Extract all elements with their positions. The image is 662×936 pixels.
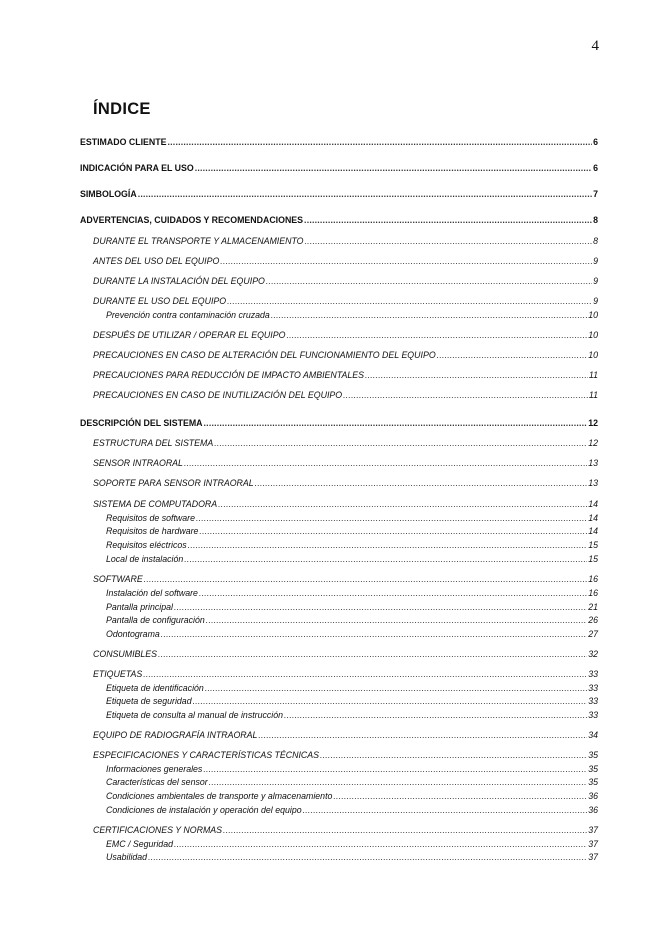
toc-dot-leader	[196, 512, 587, 524]
toc-dot-leader	[343, 389, 588, 401]
toc-entry-page: 10	[588, 330, 598, 340]
toc-entry-title: DURANTE EL TRANSPORTE Y ALMACENAMIENTO	[93, 236, 304, 246]
toc-entry-page: 13	[588, 478, 598, 488]
toc-dot-leader	[174, 838, 587, 850]
toc-entry-title: Pantalla de configuración	[106, 615, 205, 625]
toc-dot-leader	[255, 477, 588, 489]
toc-entry-page: 8	[593, 236, 598, 246]
toc-entry-page: 33	[588, 683, 598, 693]
toc-entry[interactable]	[93, 749, 598, 761]
toc-entry-page: 33	[588, 669, 598, 679]
toc-entry[interactable]	[93, 295, 598, 307]
toc-entry-page: 6	[593, 163, 598, 173]
toc-entry-title: SISTEMA DE COMPUTADORA	[93, 499, 218, 509]
toc-entry-title: Requisitos de hardware	[106, 526, 199, 536]
toc-entry-page: 10	[588, 350, 598, 360]
toc-dot-leader	[193, 695, 588, 707]
toc-entry-title: Odontograma	[106, 629, 160, 639]
toc-entry[interactable]	[93, 729, 598, 741]
toc-dot-leader	[320, 749, 587, 761]
page-number: 4	[591, 38, 599, 54]
toc-dot-leader	[144, 573, 588, 585]
toc-entry[interactable]	[106, 309, 598, 321]
toc-entry-page: 15	[588, 540, 598, 550]
toc-entry-page: 33	[588, 710, 598, 720]
toc-entry-page: 35	[588, 777, 598, 787]
toc-entry-title: PRECAUCIONES EN CASO DE ALTERACIÓN DEL FUNCIONAMIENTO DEL EQUIPO	[93, 350, 436, 360]
toc-dot-leader	[305, 235, 593, 247]
toc-entry-title: CONSUMIBLES	[93, 649, 158, 659]
toc-entry-page: 21	[588, 602, 598, 612]
toc-dot-leader	[218, 498, 587, 510]
toc-entry-title: Requisitos eléctricos	[106, 540, 187, 550]
toc-entry[interactable]	[106, 682, 598, 694]
toc-entry[interactable]	[80, 188, 598, 200]
toc-dot-leader	[258, 729, 587, 741]
toc-entry-title: ANTES DEL USO DEL EQUIPO	[93, 256, 220, 266]
toc-entry[interactable]	[106, 614, 598, 626]
toc-entry-page: 27	[588, 629, 598, 639]
toc-entry[interactable]	[93, 349, 598, 361]
toc-dot-leader	[271, 309, 587, 321]
toc-entry[interactable]	[106, 763, 598, 775]
toc-entry-page: 34	[588, 730, 598, 740]
toc-entry-title: SOPORTE PARA SENSOR INTRAORAL	[93, 478, 254, 488]
toc-entry-page: 32	[588, 649, 598, 659]
toc-entry-page: 36	[588, 805, 598, 815]
toc-entry[interactable]	[106, 776, 598, 788]
toc-dot-leader	[195, 162, 592, 174]
toc-entry-title: Etiqueta de seguridad	[106, 696, 192, 706]
toc-entry-page: 7	[593, 189, 598, 199]
toc-entry[interactable]	[106, 709, 598, 721]
toc-entry-title: ADVERTENCIAS, CUIDADOS Y RECOMENDACIONES	[80, 215, 304, 225]
toc-entry[interactable]	[106, 525, 598, 537]
toc-entry-page: 11	[588, 370, 598, 380]
toc-entry-title: PRECAUCIONES EN CASO DE INUTILIZACIÓN DEL EQUIPO	[93, 390, 343, 400]
toc-entry[interactable]	[93, 255, 598, 267]
toc-entry-page: 6	[593, 137, 598, 147]
toc-entry-title: DESPUÉS DE UTILIZAR / OPERAR EL EQUIPO	[93, 330, 286, 340]
toc-entry[interactable]	[93, 668, 598, 680]
toc-dot-leader	[220, 255, 592, 267]
toc-entry[interactable]	[106, 838, 598, 850]
toc-dot-leader	[199, 587, 587, 599]
toc-dot-leader	[365, 369, 588, 381]
toc-entry-page: 14	[588, 499, 598, 509]
toc-entry-page: 37	[588, 825, 598, 835]
toc-entry[interactable]	[106, 790, 598, 802]
toc-entry[interactable]	[106, 601, 598, 613]
toc-entry[interactable]	[93, 329, 598, 341]
toc-entry-page: 36	[588, 791, 598, 801]
toc-entry-page: 9	[593, 276, 598, 286]
toc-entry-page: 12	[588, 418, 598, 428]
toc-entry-page: 33	[588, 696, 598, 706]
toc-entry[interactable]	[93, 648, 598, 660]
toc-entry[interactable]	[93, 824, 598, 836]
toc-entry[interactable]	[93, 275, 598, 287]
toc-title: ÍNDICE	[93, 100, 151, 118]
toc-entry-title: SENSOR INTRAORAL	[93, 458, 183, 468]
toc-entry-title: Características del sensor	[106, 777, 208, 787]
toc-dot-leader	[437, 349, 588, 361]
toc-entry-title: ETIQUETAS	[93, 669, 143, 679]
toc-entry[interactable]	[106, 851, 598, 863]
toc-entry-page: 26	[588, 615, 598, 625]
toc-entry[interactable]	[80, 162, 598, 174]
toc-entry[interactable]	[93, 389, 598, 401]
toc-dot-leader	[284, 709, 587, 721]
toc-dot-leader	[333, 790, 587, 802]
toc-dot-leader	[138, 188, 592, 200]
toc-entry[interactable]	[93, 437, 598, 449]
toc-entry-page: 37	[588, 839, 598, 849]
toc-entry-title: ESTIMADO CLIENTE	[80, 137, 167, 147]
toc-entry-page: 14	[588, 513, 598, 523]
toc-dot-leader	[184, 553, 587, 565]
toc-entry-page: 9	[593, 296, 598, 306]
toc-entry-title: SOFTWARE	[93, 574, 143, 584]
toc-dot-leader	[199, 525, 587, 537]
toc-dot-leader	[209, 776, 588, 788]
toc-entry-title: Etiqueta de identificación	[106, 683, 204, 693]
toc-entry-title: ESPECIFICACIONES Y CARACTERÍSTICAS TÉCNICAS	[93, 750, 319, 760]
toc-entry[interactable]	[93, 369, 598, 381]
toc-entry-title: DURANTE LA INSTALACIÓN DEL EQUIPO	[93, 276, 265, 286]
toc-entry-page: 14	[588, 526, 598, 536]
toc-entry-page: 9	[593, 256, 598, 266]
toc-dot-leader	[303, 804, 588, 816]
toc-entry-title: Usabilidad	[106, 852, 148, 862]
toc-entry[interactable]	[106, 512, 598, 524]
toc-dot-leader	[304, 214, 592, 226]
toc-dot-leader	[223, 824, 587, 836]
toc-dot-leader	[266, 275, 592, 287]
toc-entry-page: 13	[588, 458, 598, 468]
toc-entry-title: Informaciones generales	[106, 764, 203, 774]
toc-entry[interactable]	[80, 136, 598, 148]
toc-dot-leader	[205, 682, 587, 694]
toc-entry-page: 16	[588, 588, 598, 598]
toc-entry[interactable]	[93, 457, 598, 469]
toc-entry-page: 35	[588, 750, 598, 760]
toc-entry-title: Instalación del software	[106, 588, 198, 598]
toc-entry-title: Local de instalación	[106, 554, 184, 564]
toc-dot-leader	[204, 417, 588, 429]
toc-dot-leader	[214, 437, 587, 449]
toc-dot-leader	[161, 628, 587, 640]
toc-entry-title: Condiciones de instalación y operación del equipo	[106, 805, 302, 815]
toc-entry-title: DURANTE EL USO DEL EQUIPO	[93, 296, 227, 306]
toc-dot-leader	[203, 763, 587, 775]
toc-entry[interactable]	[80, 214, 598, 226]
toc-entry-title: EQUIPO DE RADIOGRAFÍA INTRAORAL	[93, 730, 258, 740]
toc-entry-page: 10	[588, 310, 598, 320]
toc-entry-title: DESCRIPCIÓN DEL SISTEMA	[80, 418, 203, 428]
toc-dot-leader	[184, 457, 587, 469]
toc-entry[interactable]	[93, 573, 598, 585]
toc-entry-title: EMC / Seguridad	[106, 839, 173, 849]
toc-dot-leader	[143, 668, 587, 680]
toc-dot-leader	[168, 136, 593, 148]
toc-entry-title: Condiciones ambientales de transporte y almacenamiento	[106, 791, 333, 801]
toc-entry-page: 11	[588, 390, 598, 400]
toc-entry[interactable]	[106, 628, 598, 640]
toc-entry-page: 37	[588, 852, 598, 862]
toc-entry-title: CERTIFICACIONES Y NORMAS	[93, 825, 223, 835]
toc-dot-leader	[148, 851, 587, 863]
toc-entry-page: 35	[588, 764, 598, 774]
toc-entry-title: ESTRUCTURA DEL SISTEMA	[93, 438, 214, 448]
toc-entry-page: 16	[588, 574, 598, 584]
toc-entry[interactable]	[106, 587, 598, 599]
toc-entry-page: 15	[588, 554, 598, 564]
toc-entry-title: Requisitos de software	[106, 513, 195, 523]
toc-dot-leader	[206, 614, 587, 626]
toc-entry-page: 8	[593, 215, 598, 225]
toc-entry[interactable]	[80, 417, 598, 429]
toc-entry-title: SIMBOLOGÍA	[80, 189, 137, 199]
toc-entry-title: Pantalla principal	[106, 602, 173, 612]
toc-entry[interactable]	[93, 235, 598, 247]
toc-dot-leader	[286, 329, 587, 341]
toc-entry[interactable]	[106, 804, 598, 816]
toc-dot-leader	[188, 539, 588, 551]
toc-entry[interactable]	[93, 477, 598, 489]
toc-entry[interactable]	[106, 539, 598, 551]
toc-entry-title: INDICACIÓN PARA EL USO	[80, 163, 194, 173]
toc-entry[interactable]	[93, 498, 598, 510]
toc-dot-leader	[158, 648, 587, 660]
toc-entry-page: 12	[588, 438, 598, 448]
toc-dot-leader	[227, 295, 592, 307]
toc-entry-title: Prevención contra contaminación cruzada	[106, 310, 270, 320]
toc-entry[interactable]	[106, 695, 598, 707]
toc-dot-leader	[174, 601, 587, 613]
toc-entry-title: PRECAUCIONES PARA REDUCCIÓN DE IMPACTO AMBIENTALES	[93, 370, 364, 380]
toc-entry[interactable]	[106, 553, 598, 565]
toc-entry-title: Etiqueta de consulta al manual de instrucción	[106, 710, 284, 720]
